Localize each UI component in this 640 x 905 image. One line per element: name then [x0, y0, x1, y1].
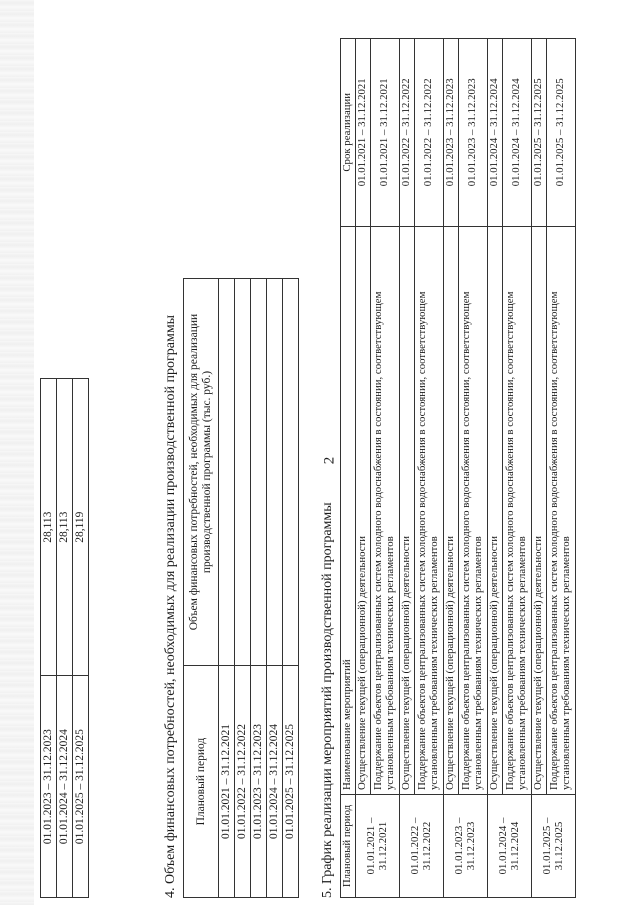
activity-cell: Осуществление текущей (операционной) деятельности	[532, 226, 547, 794]
activity-cell: Осуществление текущей (операционной) деятельности	[356, 226, 371, 794]
table-row	[267, 279, 283, 898]
activity-cell: Поддержание объектов централизованных систем холодного водоснабжения в состоянии, соответствующем установленным требованиям технических регламентов	[371, 226, 400, 794]
period-cell: 01.01.2021 – 31.12.2021	[356, 794, 400, 897]
period-cell: 01.01.2023 – 31.12.2023	[444, 794, 488, 897]
column-header-term: Срок реализации	[341, 39, 356, 227]
table-section3-continued	[40, 378, 89, 898]
rotated-page-content	[40, 38, 600, 898]
period-cell: 01.01.2023 – 31.12.2023	[41, 676, 57, 898]
activity-cell: Осуществление текущей (операционной) деятельности	[444, 226, 459, 794]
scan-edge-artifact	[0, 0, 34, 905]
table-row	[547, 39, 576, 898]
amount-cell	[283, 279, 299, 666]
term-cell: 01.01.2022 – 31.12.2022	[415, 39, 444, 227]
amount-cell	[219, 279, 235, 666]
table-row	[283, 279, 299, 898]
period-cell: 01.01.2024 – 31.12.2024	[488, 794, 532, 897]
column-header-period: Плановый период	[184, 666, 219, 898]
period-cell: 01.01.2023 – 31.12.2023	[251, 666, 267, 898]
table-row	[251, 279, 267, 898]
table-row	[488, 39, 503, 898]
table-row	[444, 39, 459, 898]
column-header-amount: Объем финансовых потребностей, необходимых для реализации производственной программы (тыс. руб.)	[184, 279, 219, 666]
table-row	[356, 39, 371, 898]
table-row	[400, 39, 415, 898]
page-number: 2	[321, 456, 338, 464]
term-cell: 01.01.2025 – 31.12.2025	[532, 39, 547, 227]
activity-cell: Осуществление текущей (операционной) деятельности	[488, 226, 503, 794]
period-cell: 01.01.2025 – 31.12.2025	[532, 794, 576, 897]
value-cell: 28,113	[57, 379, 73, 676]
activity-cell: Поддержание объектов централизованных систем холодного водоснабжения в состоянии, соответствующем установленным требованиям технических регламентов	[503, 226, 532, 794]
period-cell: 01.01.2022 – 31.12.2022	[400, 794, 444, 897]
value-cell: 28,119	[73, 379, 89, 676]
table-row	[57, 379, 73, 898]
table-row	[41, 379, 57, 898]
term-cell: 01.01.2023 – 31.12.2023	[459, 39, 488, 227]
table-row	[371, 39, 400, 898]
term-cell: 01.01.2023 – 31.12.2023	[444, 39, 459, 227]
activity-cell: Осуществление текущей (операционной) деятельности	[400, 226, 415, 794]
table-row	[459, 39, 488, 898]
table-row	[415, 39, 444, 898]
table-section5-schedule	[340, 38, 576, 898]
table-header-row	[341, 39, 356, 898]
term-cell: 01.01.2024 – 31.12.2024	[503, 39, 532, 227]
table-section4-financial-needs	[183, 278, 299, 898]
section5-heading: 5. График реализации мероприятий производственной программы	[320, 502, 335, 898]
term-cell: 01.01.2021 – 31.12.2021	[371, 39, 400, 227]
column-header-name: Наименование мероприятий	[341, 226, 356, 794]
table-header-row	[184, 279, 219, 898]
period-cell: 01.01.2025 – 31.12.2025	[283, 666, 299, 898]
amount-cell	[235, 279, 251, 666]
column-header-period: Плановый период	[341, 794, 356, 897]
period-cell: 01.01.2025 – 31.12.2025	[73, 676, 89, 898]
activity-cell: Поддержание объектов централизованных систем холодного водоснабжения в состоянии, соответствующем установленным требованиям технических регламентов	[459, 226, 488, 794]
table-row	[235, 279, 251, 898]
period-cell: 01.01.2024 – 31.12.2024	[267, 666, 283, 898]
amount-cell	[251, 279, 267, 666]
table-row	[219, 279, 235, 898]
period-cell: 01.01.2022 – 31.12.2022	[235, 666, 251, 898]
activity-cell: Поддержание объектов централизованных систем холодного водоснабжения в состоянии, соответствующем установленным требованиям технических регламентов	[547, 226, 576, 794]
period-cell: 01.01.2024 – 31.12.2024	[57, 676, 73, 898]
amount-cell	[267, 279, 283, 666]
term-cell: 01.01.2025 – 31.12.2025	[547, 39, 576, 227]
table-row	[503, 39, 532, 898]
term-cell: 01.01.2022 – 31.12.2022	[400, 39, 415, 227]
activity-cell: Поддержание объектов централизованных систем холодного водоснабжения в состоянии, соответствующем установленным требованиям технических регламентов	[415, 226, 444, 794]
table-row	[73, 379, 89, 898]
table-row	[532, 39, 547, 898]
value-cell: 28,113	[41, 379, 57, 676]
section4-heading: 4. Объем финансовых потребностей, необходимых для реализации производственной программы	[163, 314, 178, 898]
period-cell: 01.01.2021 – 31.12.2021	[219, 666, 235, 898]
term-cell: 01.01.2024 – 31.12.2024	[488, 39, 503, 227]
term-cell: 01.01.2021 – 31.12.2021	[356, 39, 371, 227]
